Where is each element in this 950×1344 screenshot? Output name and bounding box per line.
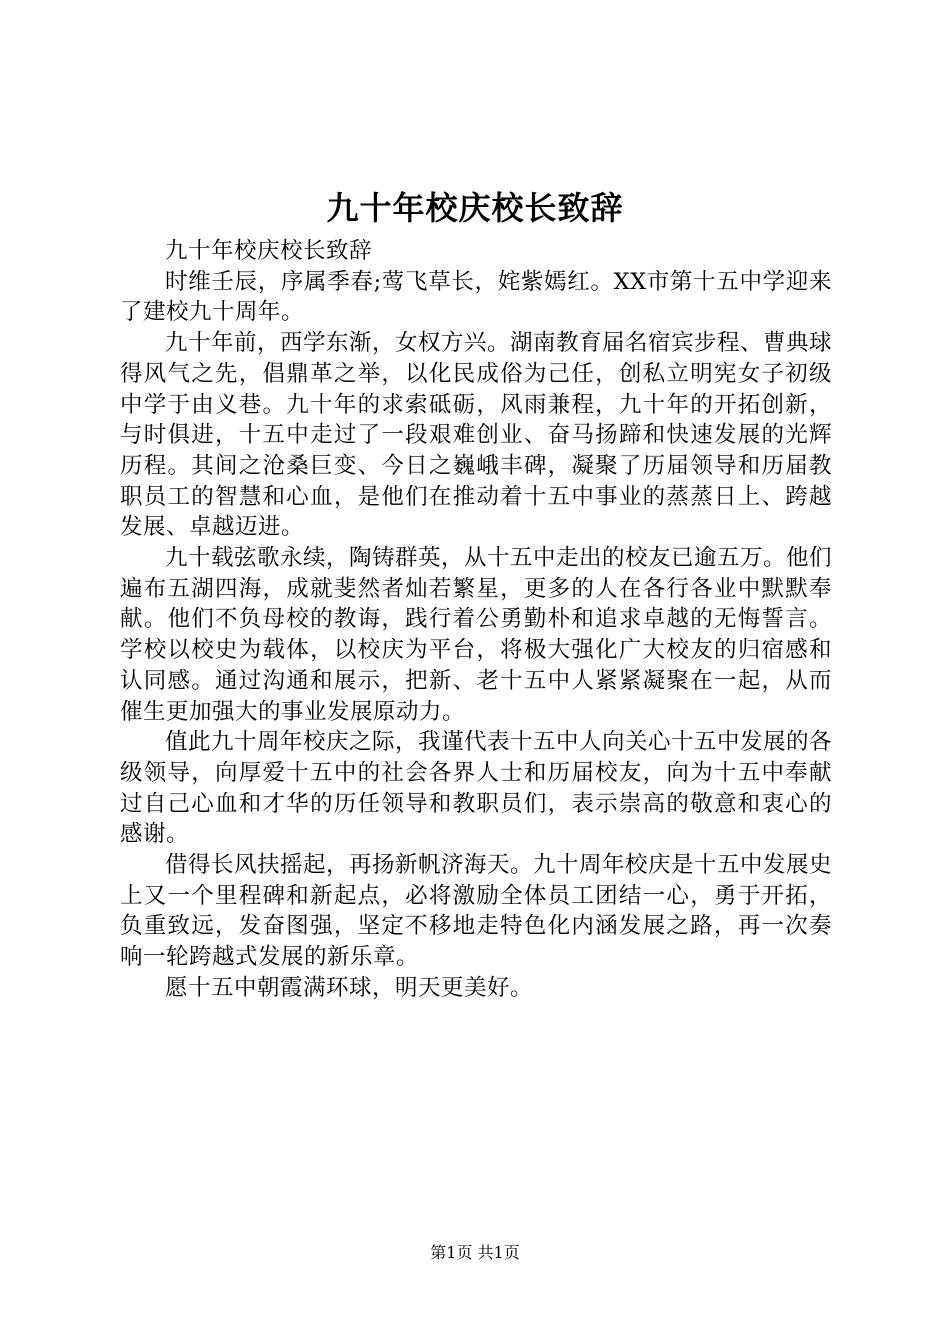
- paragraph-alumni: 九十载弦歌永续，陶铸群英，从十五中走出的校友已逾五万。他们遍布五湖四海，成就斐然者灿若繁星，更多的人在各行各业中默默奉献。他们不负母校的教诲，践行着公勇勤朴和追求卓越的无悔誓言。学校以校史为载体，以校庆为平台，将极大强化广大校友的归宿感和认同感。通过沟通和展示，把新、老十五中人紧紧凝聚在一起，从而催生更加强大的事业发展原动力。: [120, 545, 833, 725]
- paragraph-opening: 时维壬辰，序属季春;莺飞草长，姹紫嫣红。XX市第十五中学迎来了建校九十周年。: [120, 268, 832, 326]
- document-title: 九十年校庆校长致辞: [326, 189, 624, 227]
- paragraph-closing: 愿十五中朝霞满环球，明天更美好。: [165, 974, 534, 1001]
- document-body: [120, 236, 832, 1004]
- paragraph-subtitle: 九十年校庆校长致辞: [165, 238, 373, 264]
- paragraph-gratitude: 值此九十周年校庆之际，我谨代表十五中人向关心十五中发展的各级领导，向厚爱十五中的社会各界人士和历届校友，向为十五中奉献过自己心血和才华的历任领导和教职员们，表示崇高的敬意和衷心的感谢。: [120, 729, 833, 848]
- paragraph-future: 借得长风扶摇起，再扬新帆济海天。九十周年校庆是十五中发展史上又一个里程碑和新起点，必将激励全体员工团结一心，勇于开拓，负重致远，发奋图强，坚定不移地走特色化内涵发展之路，再一次奏响一轮跨越式发展的新乐章。: [120, 852, 833, 971]
- paragraph-history: 九十年前，西学东渐，女权方兴。湖南教育届名宿宾步程、曹典球得风气之先，倡鼎革之举，以化民成俗为己任，创私立明宪女子初级中学于由义巷。九十年的求索砥砺，风雨兼程，九十年的开拓创新，与时俱进，十五中走过了一段艰难创业、奋马扬蹄和快速发展的光辉历程。其间之沧桑巨变、今日之巍峨丰碑，凝聚了历届领导和历届教职员工的智慧和心血，是他们在推动着十五中事业的蒸蒸日上、跨越发展、卓越迈进。: [120, 330, 833, 541]
- page-number-footer: 第1页 共1页: [430, 1243, 520, 1262]
